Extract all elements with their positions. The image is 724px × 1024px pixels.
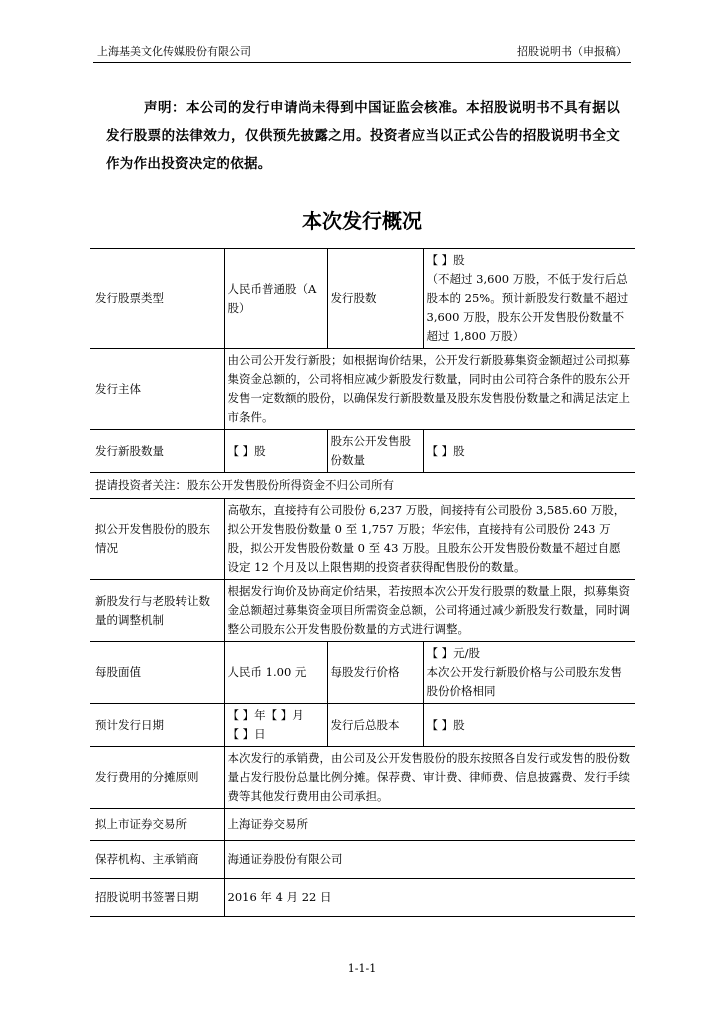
fee-value: 本次发行的承销费，由公司及公开发售股份的股东按照各自发行或发售的股份数量占发行股份总量比例分摊。保荐费、审计费、律师费、信息披露费、发行手续费等其他发行费用由公司承担。 [224,747,635,809]
page-number: 1-1-1 [347,962,377,975]
fee-label: 发行费用的分摊原则 [90,747,224,809]
table-row [90,704,635,747]
shares-cell [423,249,635,349]
declaration: 声明：本公司的发行申请尚未得到中国证监会核准。本招股说明书不具有据以发行股票的法律效力，仅供预先披露之用。投资者应当以正式公告的招股说明书全文作为作出投资决定的依据。 [106,100,620,172]
shares-value-1: 【 】股 [426,253,465,267]
sign-date-value: 2016 年 4 月 22 日 [224,879,635,917]
adjust-value: 根据发行询价及协商定价结果，若按照本次公开发行股票的数量上限，拟募集资金总额超过募集资金项目所需资金总额，公司将通过减少新股发行数量，同时调整公司股东公开发售股份数量的方式进行调整。 [224,580,635,642]
price-value-1: 【 】元/股 [426,646,481,660]
date-value-2: 【 】日 [227,727,266,741]
par-label: 每股面值 [90,642,224,704]
new-shares-value: 【 】股 [224,430,327,473]
entity-label: 发行主体 [90,349,224,430]
sign-date-label: 招股说明书签署日期 [90,879,224,917]
stock-type-value: 人民币普通股（A股） [224,249,327,349]
investor-notice: 提请投资者关注：股东公开发售股份所得资金不归公司所有 [90,473,635,499]
header-company: 上海基美文化传媒股份有限公司 [97,45,251,58]
table-row [90,841,635,879]
price-value-2: 本次公开发行新股价格与公司股东发售股份价格相同 [426,665,622,698]
table-row [90,473,635,499]
table-row [90,809,635,841]
sponsor-value: 海通证券股份有限公司 [224,841,635,879]
table-row [90,642,635,704]
date-cell [224,704,327,747]
price-cell [423,642,635,704]
adjust-label: 新股发行与老股转让数量的调整机制 [90,580,224,642]
table-row [90,499,635,580]
shares-value-2: （不超过 3,600 万股，不低于发行后总股本的 25%。预计新股发行数量不超过 3,600 万股，股东公开发售股份数量不超过 1,800 万股） [426,272,629,343]
table-row [90,879,635,917]
table-row [90,249,635,349]
table-row [90,430,635,473]
entity-value: 由公司公开发行新股；如根据询价结果，公开发行新股募集资金额超过公司拟募集资金总额的，公司将相应减少新股发行数量，同时由公司符合条件的股东公开发售一定数额的股份，以确保发行新股数量及股东发售股份数量之和满足法定上市条件。 [224,349,635,430]
plan-value: 高敬东，直接持有公司股份 6,237 万股，间接持有公司股份 3,585.60 万股，拟公开发售股份数量 0 至 1,757 万股；华宏伟，直接持有公司股份 243 万股，拟公开发售股份数量 0 至 43 万股。且股东公开发售股份数量不超过自愿设定 12 个月及以上限售期的投资者获得配售股份的数量。 [224,499,635,580]
stock-type-label: 发行股票类型 [90,249,224,349]
exchange-label: 拟上市证券交易所 [90,809,224,841]
table-row [90,580,635,642]
date-label: 预计发行日期 [90,704,224,747]
table-row [90,349,635,430]
price-label: 每股发行价格 [327,642,423,704]
offering-summary-table [90,248,635,917]
table-row [90,747,635,809]
page-title: 本次发行概况 [302,209,422,233]
page-header [93,40,631,63]
exchange-value: 上海证券交易所 [224,809,635,841]
shares-label: 发行股数 [327,249,423,349]
capital-label: 发行后总股本 [327,704,423,747]
public-sale-value: 【 】股 [423,430,635,473]
sponsor-label: 保荐机构、主承销商 [90,841,224,879]
header-doc-type: 招股说明书（申报稿） [517,45,627,58]
date-value-1: 【 】年【 】月 [227,708,304,722]
capital-value: 【 】股 [423,704,635,747]
new-shares-label: 发行新股数量 [90,430,224,473]
par-value: 人民币 1.00 元 [224,642,327,704]
plan-label: 拟公开发售股份的股东情况 [90,499,224,580]
public-sale-label: 股东公开发售股份数量 [327,430,423,473]
